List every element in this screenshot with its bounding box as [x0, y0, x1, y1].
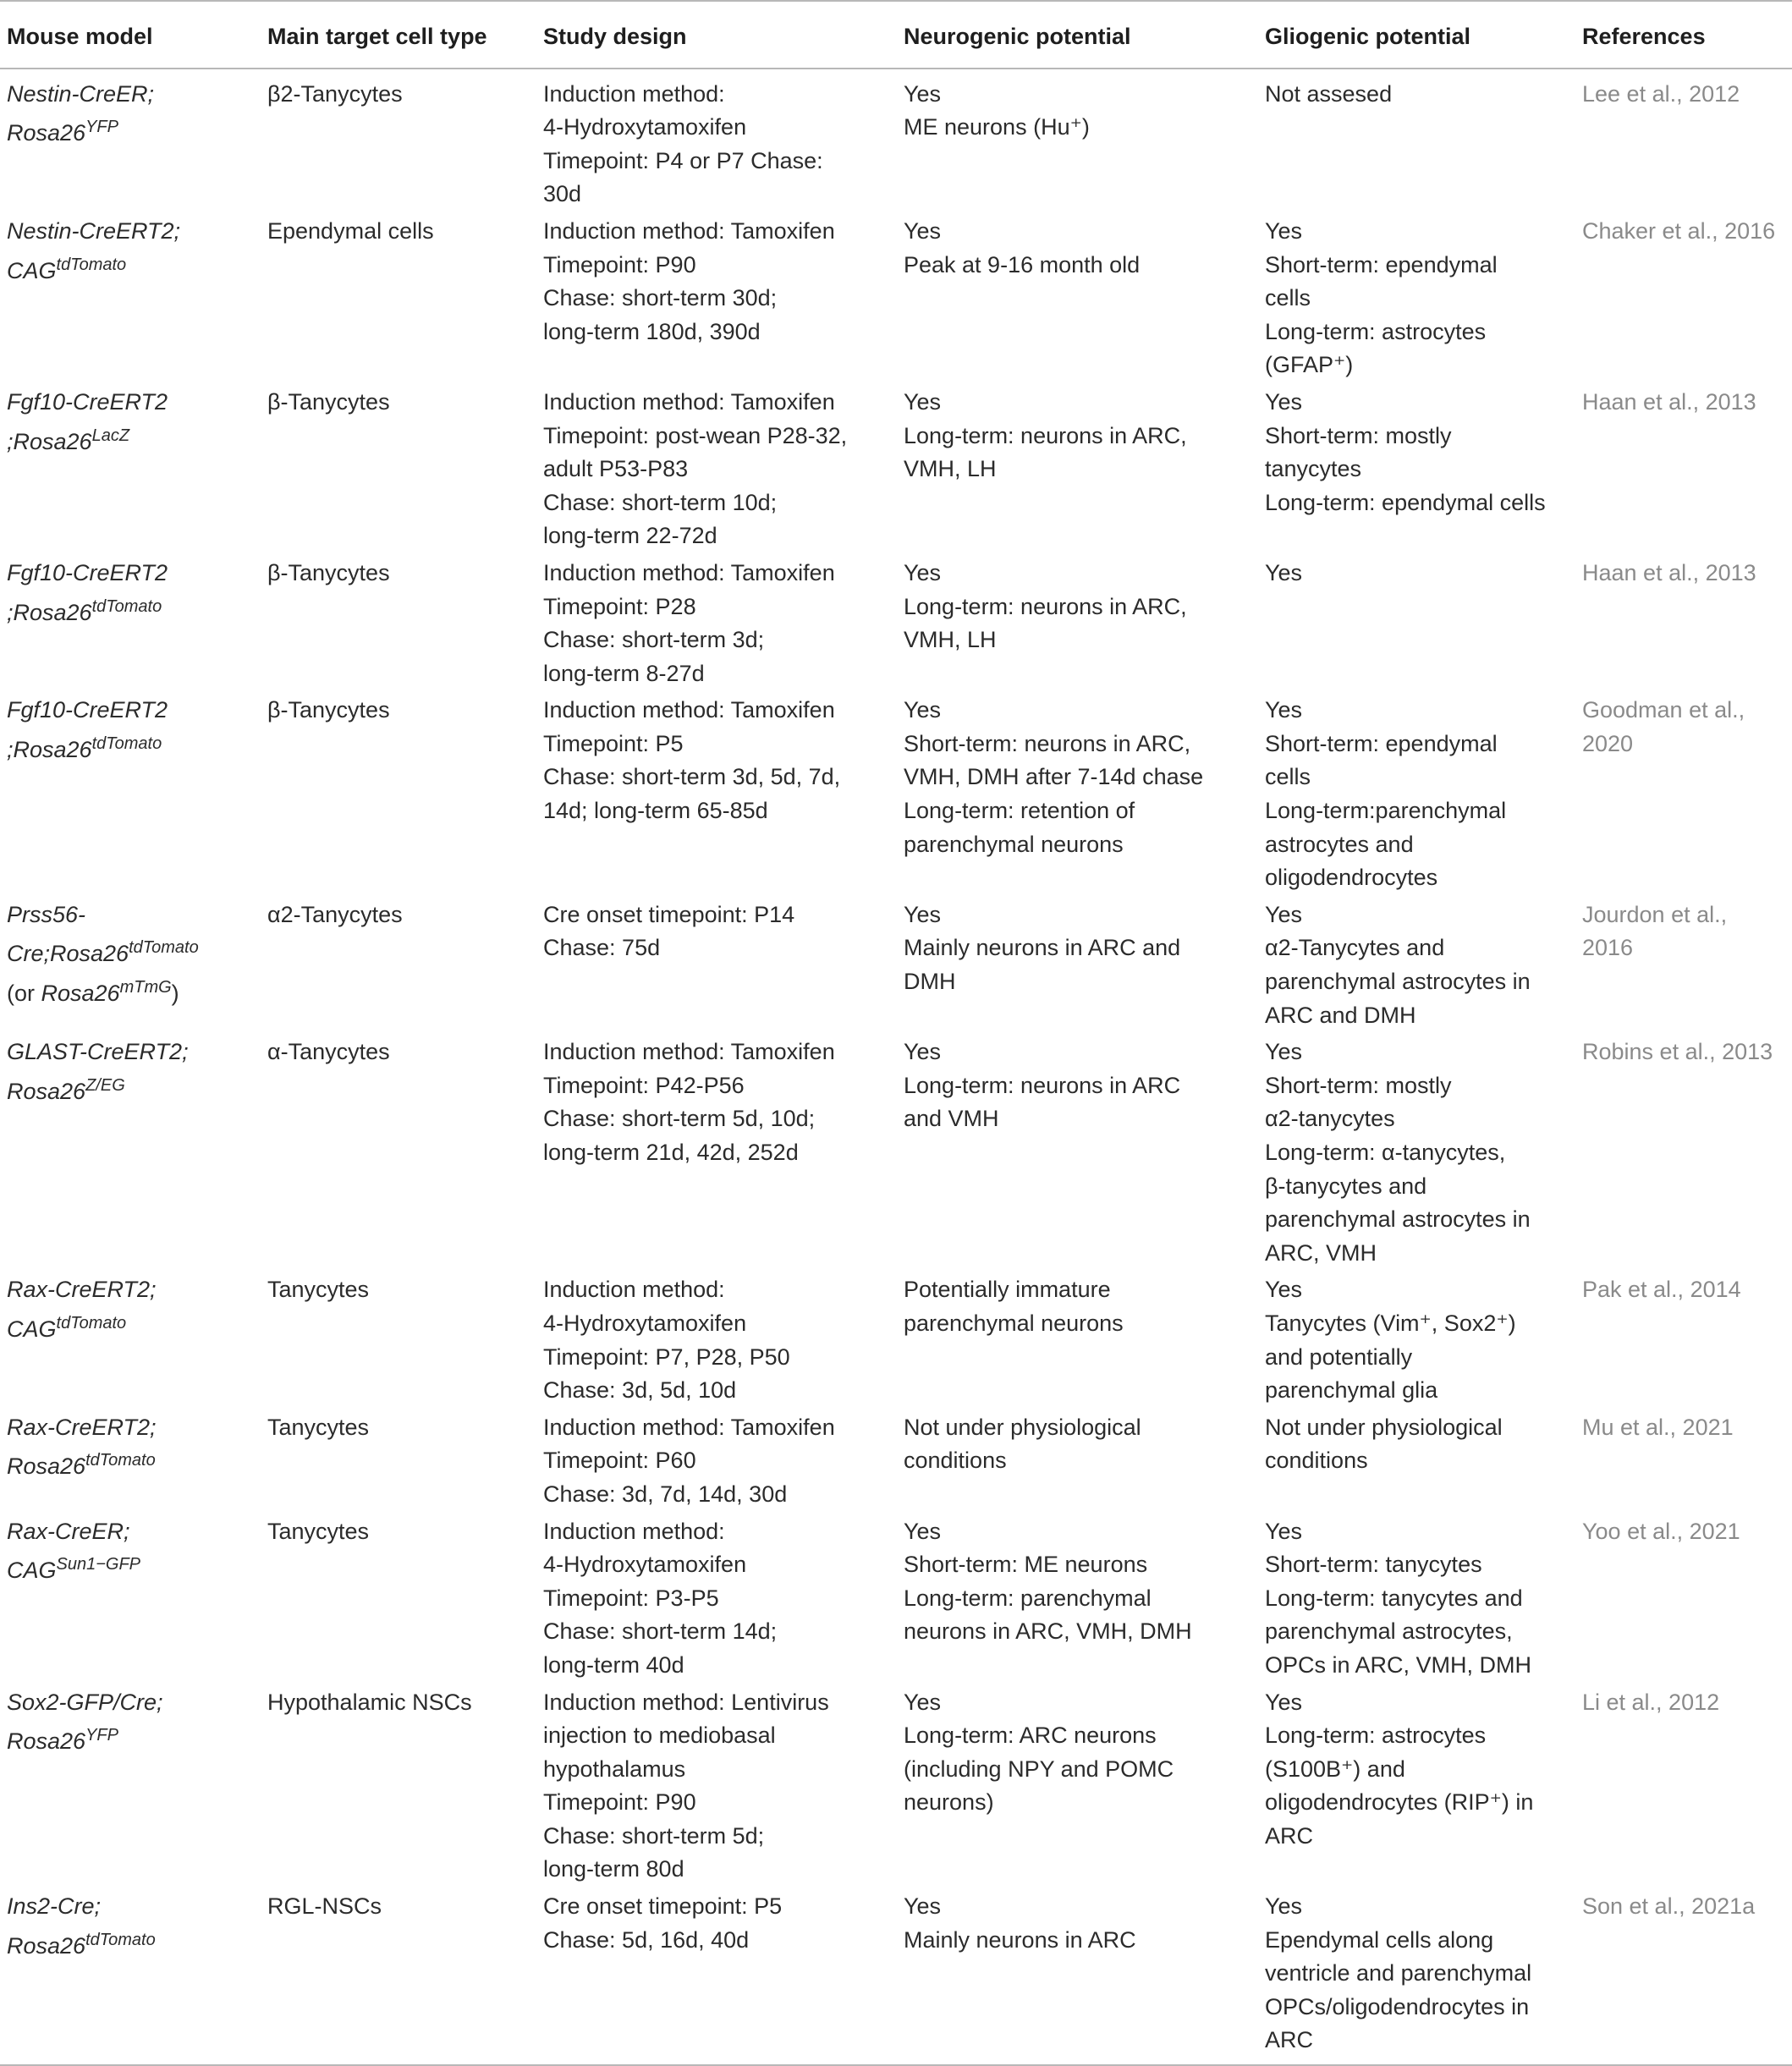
cell-mouse-model	[0, 1409, 261, 1514]
cell-mouse-model	[0, 213, 261, 384]
mouse-model-line	[7, 557, 261, 591]
cell-mouse-model	[0, 69, 261, 213]
mouse-model-reporter: mTmG	[119, 978, 172, 997]
cell-study-design: Induction method: 4-Hydroxytamoxifen Timepoint: P3-P5 Chase: short-term 14d; long-term 40d	[543, 1518, 778, 1678]
cell-mouse-model	[0, 1684, 261, 1889]
cell-reference: Yoo et al., 2021	[1582, 1518, 1740, 1544]
cell-neurogenic-potential: Yes Long-term: neurons in ARC, VMH, LH	[904, 388, 1187, 482]
table-body	[0, 69, 1792, 2065]
cell-neurogenic-potential: Yes Mainly neurons in ARC	[897, 1888, 1258, 2065]
cell-gliogenic-potential: Yes Short-term: tanycytes Long-term: tanycytes and parenchymal astrocytes, OPCs in ARC, VMH, DMH	[1265, 1518, 1532, 1678]
cell-target-cell-type: Tanycytes	[267, 1518, 370, 1544]
cell-target-cell-type: Tanycytes	[267, 1414, 370, 1440]
mouse-model-line	[7, 898, 261, 932]
mouse-model-name: Rosa26	[7, 1078, 86, 1104]
cell-target-cell-type: β2-Tanycytes	[267, 80, 403, 107]
mouse-model-line	[7, 1548, 261, 1588]
header-main-target-cell-type: Main target cell type	[261, 1, 536, 69]
cell-study-design: Induction method: Tamoxifen Timepoint: P28 Chase: short-term 3d; long-term 8-27d	[543, 559, 835, 686]
mouse-model-line	[7, 386, 261, 420]
mouse-model-reporter: tdTomato	[85, 1451, 156, 1470]
mouse-model-name: Rosa26	[7, 1453, 86, 1480]
cell-neurogenic-potential: Yes Long-term: ARC neurons (including NPY and POMC neurons)	[904, 1689, 1174, 1816]
mouse-model-line	[7, 694, 261, 728]
cell-reference: Goodman et al., 2020	[1582, 697, 1745, 756]
mouse-model-line	[7, 1890, 261, 1924]
cell-gliogenic-potential: Yes Tanycytes (Vim⁺, Sox2⁺) and potentially parenchymal glia	[1265, 1277, 1516, 1404]
table-row	[0, 1684, 1792, 1889]
cell-study-design: Induction method: Tamoxifen Timepoint: P60 Chase: 3d, 7d, 14d, 30d	[543, 1414, 835, 1507]
cell-reference: Jourdon et al., 2016	[1582, 901, 1728, 961]
mouse-model-name: GLAST-CreERT2;	[7, 1039, 189, 1065]
cell-reference: Chaker et al., 2016	[1582, 217, 1776, 244]
cell-study-design: Induction method: Tamoxifen Timepoint: P42-P56 Chase: short-term 5d, 10d; long-term 21d, 42d, 252d	[543, 1039, 835, 1165]
cell-neurogenic-potential: Yes Long-term: neurons in ARC and VMH	[904, 1039, 1181, 1132]
mouse-model-line	[7, 420, 261, 459]
mouse-model-reporter: YFP	[85, 118, 118, 137]
cell-reference: Haan et al., 2013	[1582, 388, 1756, 415]
mouse-model-suffix: )	[171, 981, 179, 1007]
mouse-model-name: CAG	[7, 257, 57, 283]
mouse-model-reporter: tdTomato	[85, 1930, 156, 1949]
mouse-model-line	[7, 1307, 261, 1347]
cell-reference: Robins et al., 2013	[1582, 1039, 1773, 1065]
cell-study-design: Induction method: 4-Hydroxytamoxifen Timepoint: P4 or P7 Chase: 30d	[543, 80, 823, 207]
cell-mouse-model	[0, 384, 261, 555]
mouse-model-line	[7, 249, 261, 288]
cell-target-cell-type: Ependymal cells	[267, 217, 434, 244]
mouse-model-name: ;Rosa26	[7, 599, 92, 625]
mouse-model-name: CAG	[7, 1316, 57, 1342]
header-mouse-model: Mouse model	[0, 1, 261, 69]
cell-gliogenic-potential: Yes α2-Tanycytes and parenchymal astrocytes in ARC and DMH	[1265, 901, 1531, 1028]
mouse-model-name: Nestin-CreER;	[7, 80, 155, 107]
table-row	[0, 1514, 1792, 1684]
mouse-model-line	[7, 1719, 261, 1759]
cell-target-cell-type: α2-Tanycytes	[267, 901, 403, 927]
header-references: References	[1575, 1, 1792, 69]
mouse-model-name: Prss56-	[7, 901, 86, 927]
table-row	[0, 555, 1792, 692]
cell-reference: Li et al., 2012	[1582, 1689, 1720, 1715]
mouse-model-name: Nestin-CreERT2;	[7, 217, 181, 244]
cell-gliogenic-potential: Yes Short-term: ependymal cells Long-term: astrocytes (GFAP⁺)	[1265, 217, 1498, 378]
cell-reference: Lee et al., 2012	[1582, 80, 1740, 107]
mouse-model-line	[7, 728, 261, 767]
cell-study-design: Induction method: Tamoxifen Timepoint: post-wean P28-32, adult P53-P83 Chase: short-term 10d; long-term 22-72d	[543, 388, 848, 549]
header-gliogenic-potential: Gliogenic potential	[1258, 1, 1575, 69]
mouse-model-name: Rosa26	[7, 1728, 86, 1755]
mouse-model-line	[7, 1924, 261, 1964]
mouse-model-line	[7, 111, 261, 151]
cell-neurogenic-potential: Yes ME neurons (Hu⁺)	[904, 80, 1090, 140]
table-row	[0, 384, 1792, 555]
cell-target-cell-type: Tanycytes	[267, 1277, 370, 1303]
cell-reference: Mu et al., 2021	[1582, 1414, 1734, 1440]
mouse-model-reporter: YFP	[85, 1726, 118, 1745]
mouse-model-reporter: tdTomato	[56, 1313, 127, 1332]
cell-study-design: Induction method: Tamoxifen Timepoint: P90 Chase: short-term 30d; long-term 180d, 390d	[543, 217, 835, 344]
mouse-model-reporter: LacZ	[91, 426, 130, 445]
table-row	[0, 1272, 1792, 1409]
cell-neurogenic-potential: Yes Short-term: ME neurons Long-term: parenchymal neurons in ARC, VMH, DMH	[904, 1518, 1192, 1645]
mouse-model-name: Rosa26	[7, 120, 86, 146]
mouse-model-line	[7, 1069, 261, 1109]
cell-target-cell-type: Hypothalamic NSCs	[267, 1689, 472, 1715]
cell-neurogenic-potential: Not under physiological conditions	[904, 1414, 1141, 1474]
cell-reference: Pak et al., 2014	[1582, 1277, 1741, 1303]
header-study-design: Study design	[536, 1, 897, 69]
mouse-model-name: Sox2-GFP/Cre;	[7, 1689, 163, 1715]
table-row	[0, 1034, 1792, 1272]
cell-neurogenic-potential: Yes Peak at 9-16 month old	[904, 217, 1141, 277]
cell-gliogenic-potential: Yes Short-term: ependymal cells Long-term:parenchymal astrocytes and oligodendrocytes	[1265, 697, 1507, 891]
cell-gliogenic-potential: Yes Short-term: mostly α2-tanycytes Long-term: α-tanycytes, β-tanycytes and parenchymal astrocytes in ARC, VMH	[1265, 1039, 1531, 1266]
mouse-model-name: Rax-CreER;	[7, 1518, 130, 1544]
mouse-model-name: Fgf10-CreERT2	[7, 388, 168, 415]
cell-mouse-model	[0, 1888, 261, 2065]
mouse-model-reporter: Sun1−GFP	[56, 1555, 141, 1574]
cell-mouse-model	[0, 692, 261, 897]
mouse-model-name: CAG	[7, 1558, 57, 1584]
mouse-model-line	[7, 1444, 261, 1484]
cell-gliogenic-potential: Not assesed	[1265, 80, 1393, 107]
mouse-model-line	[7, 1515, 261, 1549]
cell-neurogenic-potential: Yes Short-term: neurons in ARC, VMH, DMH after 7-14d chase Long-term: retention of parenchymal neurons	[904, 697, 1204, 857]
mouse-model-name: Fgf10-CreERT2	[7, 697, 168, 723]
cell-study-design: Cre onset timepoint: P14 Chase: 75d	[543, 901, 795, 961]
table-row	[0, 692, 1792, 897]
mouse-model-line	[7, 591, 261, 630]
cell-study-design: Induction method: Lentivirus injection to mediobasal hypothalamus Timepoint: P90 Chase: short-term 5d; long-term 80d	[543, 1689, 829, 1882]
cell-gliogenic-potential: Yes Ependymal cells along ventricle and parenchymal OPCs/oligodendrocytes in ARC	[1258, 1888, 1575, 2065]
mouse-model-prefix: (or	[7, 981, 41, 1007]
cell-reference: Haan et al., 2013	[1582, 559, 1756, 585]
mouse-model-name: Cre;Rosa26	[7, 941, 129, 967]
mouse-model-line	[7, 78, 261, 112]
cell-target-cell-type: α-Tanycytes	[267, 1039, 390, 1065]
header-row	[0, 1, 1792, 69]
mouse-model-name: ;Rosa26	[7, 736, 92, 762]
cell-mouse-model	[0, 897, 261, 1034]
cell-mouse-model	[0, 1272, 261, 1409]
mouse-model-line	[7, 215, 261, 249]
table-row	[0, 897, 1792, 1034]
mouse-model-reporter: tdTomato	[91, 734, 162, 753]
mouse-model-line	[7, 931, 261, 971]
mouse-model-name: Rosa26	[7, 1932, 86, 1959]
mouse-model-name: ;Rosa26	[7, 428, 92, 454]
mouse-model-name: Ins2-Cre;	[7, 1893, 102, 1920]
table-row	[0, 213, 1792, 384]
cell-mouse-model	[0, 1514, 261, 1684]
table-row	[0, 69, 1792, 213]
mouse-model-name: Rax-CreERT2;	[7, 1277, 157, 1303]
mouse-model-reporter: tdTomato	[129, 938, 199, 958]
mouse-model-line	[7, 971, 261, 1011]
cell-study-design: Cre onset timepoint: P5 Chase: 5d, 16d, 40d	[536, 1888, 897, 2065]
cell-gliogenic-potential: Yes Long-term: astrocytes (S100B⁺) and oligodendrocytes (RIP⁺) in ARC	[1265, 1689, 1534, 1849]
cell-study-design: Induction method: Tamoxifen Timepoint: P5 Chase: short-term 3d, 5d, 7d, 14d; long-term 65-85d	[543, 697, 841, 824]
cell-study-design: Induction method: 4-Hydroxytamoxifen Timepoint: P7, P28, P50 Chase: 3d, 5d, 10d	[543, 1277, 790, 1404]
mouse-model-name: Rax-CreERT2;	[7, 1414, 157, 1440]
mouse-model-line	[7, 1686, 261, 1720]
mouse-model-line	[7, 1036, 261, 1069]
header-neurogenic-potential: Neurogenic potential	[897, 1, 1258, 69]
table-header	[0, 1, 1792, 69]
table-row	[0, 1409, 1792, 1514]
cell-target-cell-type: β-Tanycytes	[267, 697, 390, 723]
mouse-model-reporter: Z/EG	[85, 1075, 125, 1095]
cell-gliogenic-potential: Yes	[1265, 559, 1303, 585]
cell-mouse-model	[0, 1034, 261, 1272]
mouse-model-reporter: tdTomato	[56, 255, 127, 274]
cell-neurogenic-potential: Yes Mainly neurons in ARC and DMH	[904, 901, 1181, 995]
cell-reference: Son et al., 2021a	[1575, 1888, 1792, 2065]
cell-target-cell-type: RGL-NSCs	[261, 1888, 536, 2065]
cell-neurogenic-potential: Potentially immature parenchymal neurons	[904, 1277, 1124, 1336]
cell-gliogenic-potential: Not under physiological conditions	[1265, 1414, 1503, 1474]
cell-mouse-model	[0, 555, 261, 692]
mouse-model-reporter: tdTomato	[91, 596, 162, 616]
cell-neurogenic-potential: Yes Long-term: neurons in ARC, VMH, LH	[904, 559, 1187, 653]
mouse-model-name: Rosa26	[41, 981, 120, 1007]
cell-target-cell-type: β-Tanycytes	[267, 559, 390, 585]
table-row	[0, 1888, 1792, 2065]
mouse-model-line	[7, 1411, 261, 1445]
mouse-model-name: Fgf10-CreERT2	[7, 559, 168, 585]
cell-target-cell-type: β-Tanycytes	[267, 388, 390, 415]
cell-gliogenic-potential: Yes Short-term: mostly tanycytes Long-term: ependymal cells	[1265, 388, 1546, 515]
mouse-model-line	[7, 1273, 261, 1307]
